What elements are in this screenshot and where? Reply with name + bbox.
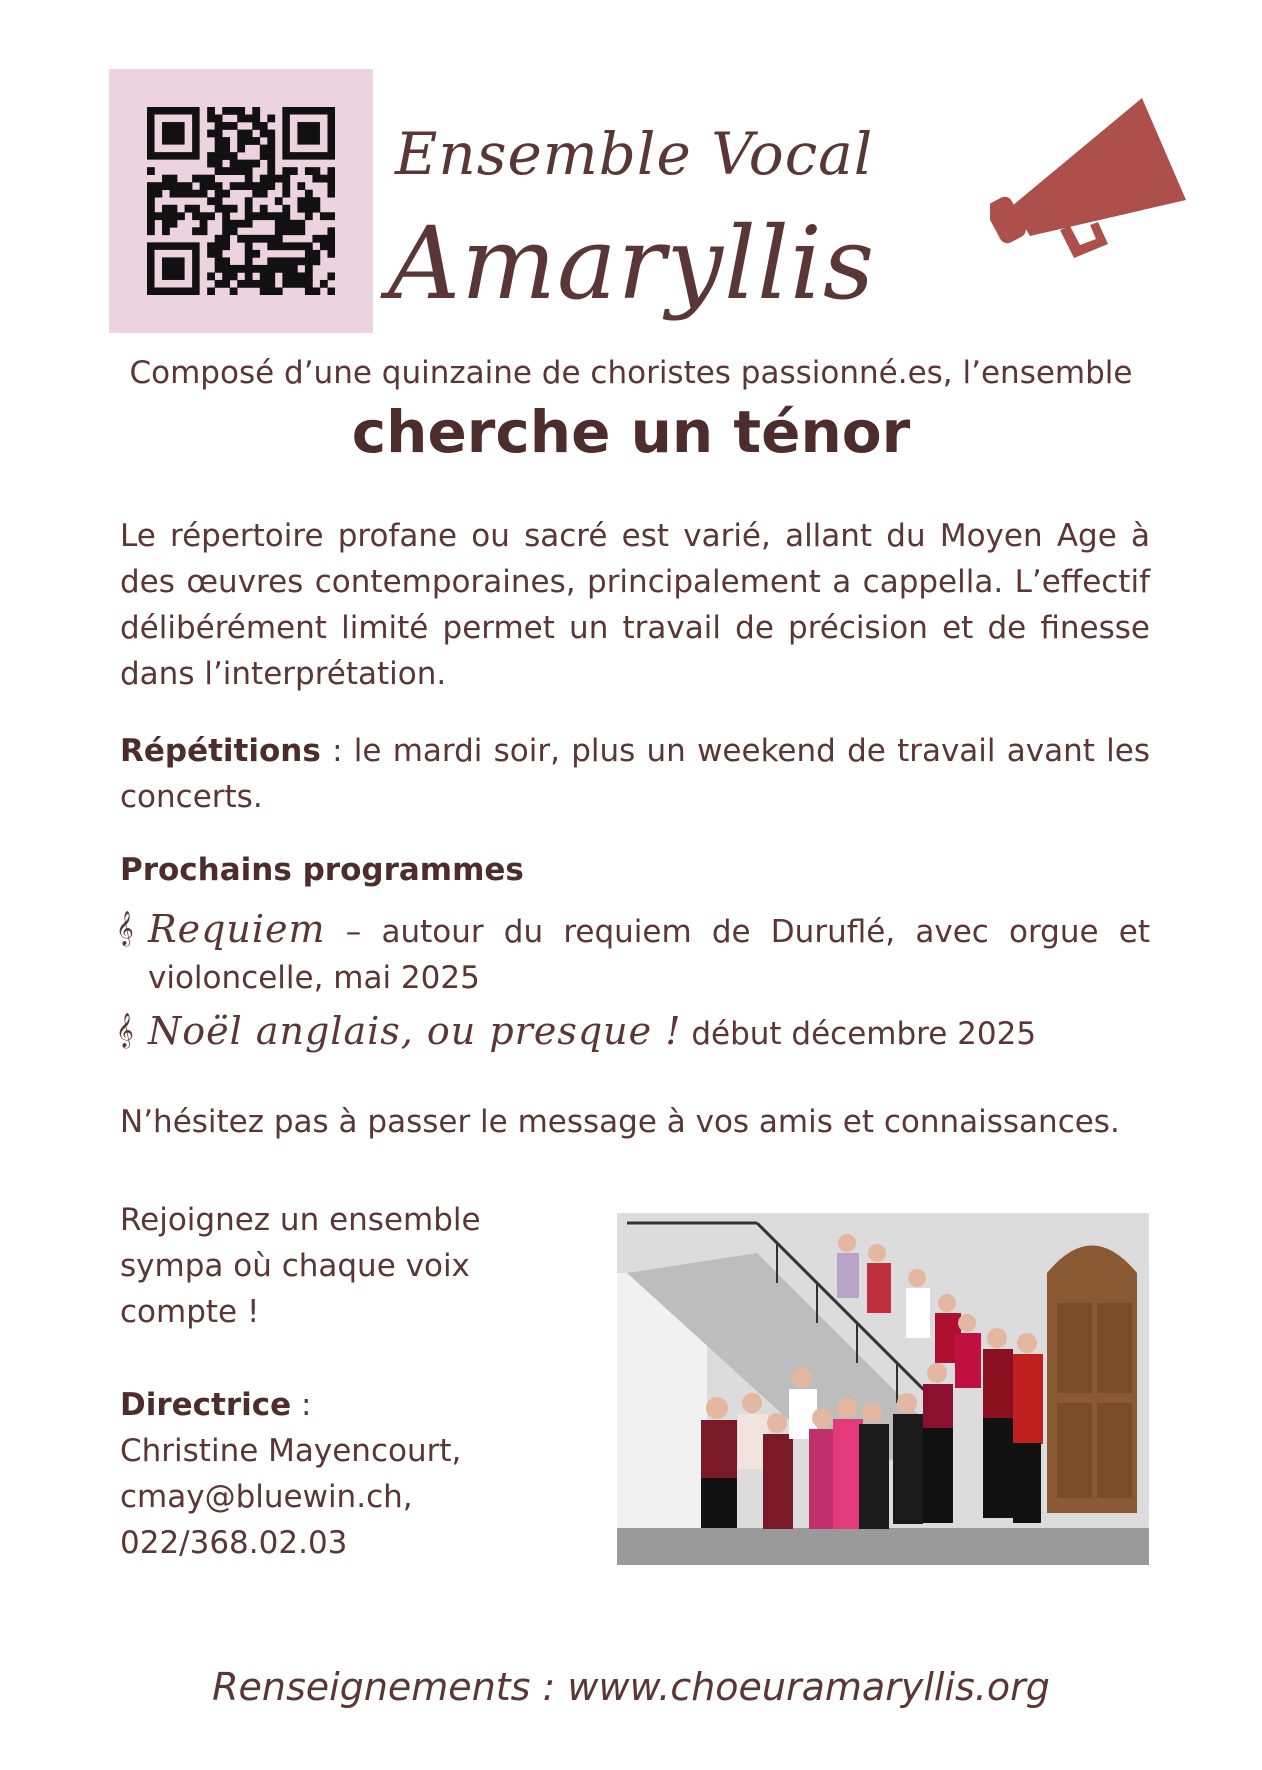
repetitions-paragraph	[120, 728, 1150, 820]
repetitions-text: : le mardi soir, plus un weekend de travail avant les concerts.	[120, 733, 1150, 815]
qr-code-icon[interactable]	[147, 107, 335, 295]
repertoire-paragraph: Le répertoire profane ou sacré est varié, allant du Moyen Age à des œuvres contemporaines, principalement a cappella. L’effectif délibérément limité permet un travail de précision et de finesse dans l’interprétation.	[120, 518, 1150, 692]
repetitions-label: Répétitions	[120, 733, 321, 769]
choir-group-photo	[617, 1213, 1149, 1565]
director-name: Christine Mayencourt,	[120, 1433, 462, 1469]
director-contact	[120, 1382, 540, 1566]
ensemble-title-line1: Ensemble Vocal	[395, 120, 874, 188]
treble-clef-icon: 𝄞	[116, 911, 134, 946]
ensemble-title-line2: Amaryllis	[388, 205, 876, 322]
footer-info[interactable]: Renseignements : www.choeuramaryllis.org	[212, 1665, 1050, 1709]
megaphone-icon	[990, 88, 1190, 262]
programme-description: début décembre 2025	[681, 1016, 1037, 1052]
programme-title: Noël anglais, ou presque !	[148, 1009, 682, 1053]
programme-description: – autour du requiem de Duruflé, avec orgue et violoncelle, mai 2025	[148, 914, 1150, 996]
director-phone[interactable]: 022/368.02.03	[120, 1525, 348, 1561]
share-message: N’hésitez pas à passer le message à vos amis et connaissances.	[120, 1104, 1120, 1140]
qr-code-panel	[109, 69, 373, 333]
join-message: Rejoignez un ensemble sympa où chaque voix compte !	[120, 1202, 481, 1330]
intro-text: Composé d’une quinzaine de choristes passionné.es, l’ensemble	[129, 355, 1133, 391]
programme-title: Requiem	[148, 907, 326, 951]
director-separator: :	[291, 1387, 312, 1423]
director-email[interactable]: cmay@bluewin.ch,	[120, 1479, 413, 1515]
programmes-heading: Prochains programmes	[120, 852, 524, 888]
treble-clef-icon: 𝄞	[116, 1013, 134, 1048]
director-label: Directrice	[120, 1387, 292, 1423]
programme-item	[116, 906, 1150, 1001]
headline: cherche un ténor	[351, 398, 911, 466]
programme-item	[116, 1008, 1150, 1057]
